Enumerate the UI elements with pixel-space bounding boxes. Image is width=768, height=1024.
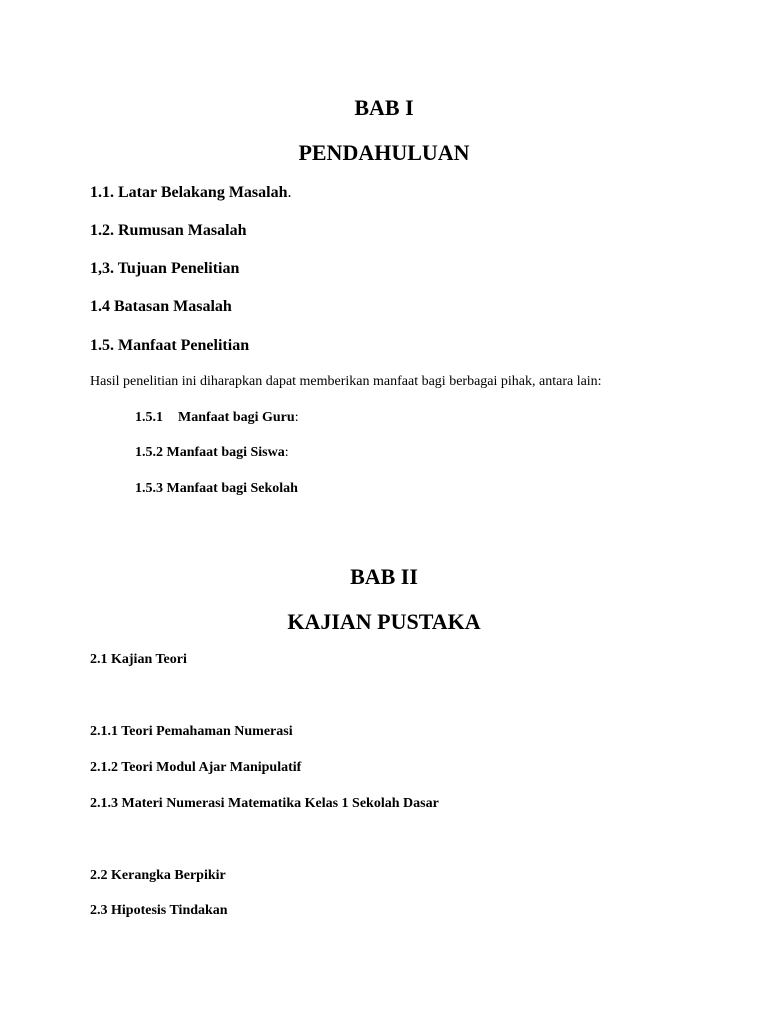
item-2-1-2: 2.1.2 Teori Modul Ajar Manipulatif [90,760,302,775]
section-1-3-heading: 1,3. Tujuan Penelitian [90,260,240,277]
section-1-1-suffix: . [287,184,292,201]
section-1-2-heading: 1.2. Rumusan Masalah [90,222,247,239]
intro-paragraph: Hasil penelitian ini diharapkan dapat memberikan manfaat bagi berbagai pihak, antara lain: [90,374,602,389]
item-2-1: 2.1 Kajian Teori [90,652,187,667]
subsection-1-5-1 [135,411,299,425]
item-2-2: 2.2 Kerangka Berpikir [90,868,226,883]
section-1-1-heading [90,185,292,201]
chapter-2-label: BAB II [350,564,418,589]
item-2-3: 2.3 Hipotesis Tindakan [90,903,228,918]
section-1-5-heading: 1.5. Manfaat Penelitian [90,337,250,354]
item-2-1-1: 2.1.1 Teori Pemahaman Numerasi [90,724,293,739]
chapter-1-title: PENDAHULUAN [298,140,470,165]
subsection-1-5-2-text: 1.5.2 Manfaat bagi Siswa [135,445,285,460]
section-1-4-heading: 1.4 Batasan Masalah [90,298,232,315]
subsection-1-5-3: 1.5.3 Manfaat bagi Sekolah [135,481,298,496]
subsection-1-5-1-suffix: : [294,410,299,425]
chapter-2-title: KAJIAN PUSTAKA [287,609,481,634]
subsection-1-5-2-suffix: : [284,445,289,460]
item-2-1-3: 2.1.3 Materi Numerasi Matematika Kelas 1 Sekolah Dasar [90,796,439,811]
chapter-1-label: BAB I [354,95,414,120]
subsection-1-5-2 [135,446,289,460]
subsection-1-5-1-text: Manfaat bagi Guru [178,410,295,425]
section-1-1-text: 1.1. Latar Belakang Masalah [90,184,288,201]
subsection-1-5-1-number: 1.5.1 [135,410,163,425]
